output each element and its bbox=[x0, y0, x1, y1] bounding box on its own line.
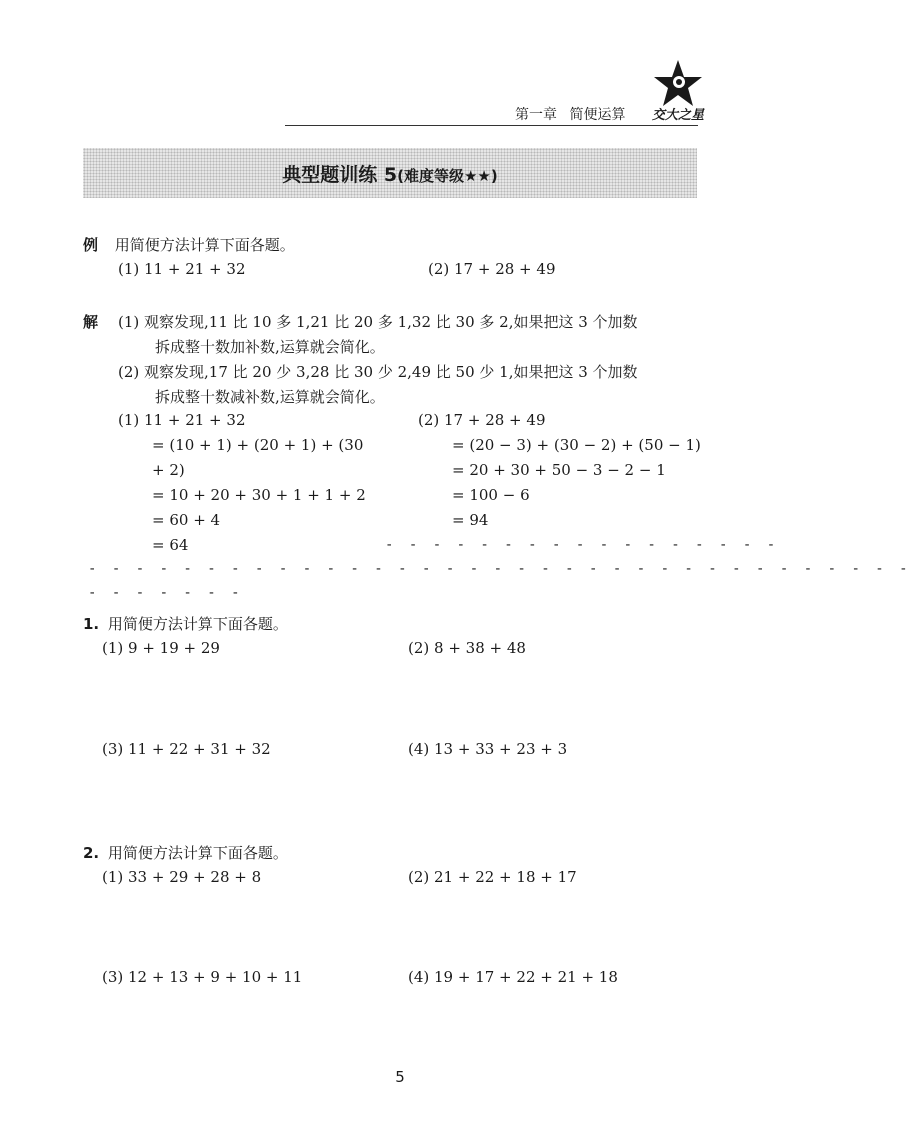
dashed-separator: - - - - - - - bbox=[88, 585, 244, 601]
brand-name: 交大之星 bbox=[652, 108, 705, 123]
page-number: 5 bbox=[395, 1068, 405, 1086]
work-right-line: = 94 bbox=[452, 511, 489, 529]
work-right-line: = 20 + 30 + 50 − 3 − 2 − 1 bbox=[452, 461, 666, 479]
banner-title: 典型题训练 5 bbox=[282, 164, 398, 186]
question-item: (3) 12 + 13 + 9 + 10 + 11 bbox=[102, 968, 303, 986]
work-left-line: = (10 + 1) + (20 + 1) + (30 bbox=[152, 436, 364, 454]
work-left-line: = 60 + 4 bbox=[152, 511, 221, 529]
question-1-prompt-row bbox=[83, 613, 288, 634]
work-left-line: + 2) bbox=[152, 461, 185, 479]
chapter-label: 第一章 bbox=[515, 107, 557, 123]
work-left-line: = 10 + 20 + 30 + 1 + 1 + 2 bbox=[152, 486, 366, 504]
solution-explanation-line: 拆成整十数加补数,运算就会简化。 bbox=[155, 338, 385, 356]
question-item: (2) 8 + 38 + 48 bbox=[408, 639, 526, 657]
question-item: (4) 13 + 33 + 23 + 3 bbox=[408, 740, 568, 758]
star-logo-icon bbox=[652, 58, 704, 110]
chapter-header bbox=[515, 104, 633, 124]
question-number: 1. bbox=[83, 615, 100, 633]
question-item: (4) 19 + 17 + 22 + 21 + 18 bbox=[408, 968, 618, 986]
work-right-line: (2) 17 + 28 + 49 bbox=[418, 411, 546, 429]
question-number: 2. bbox=[83, 844, 100, 862]
example-item-2: (2) 17 + 28 + 49 bbox=[428, 260, 556, 278]
example-marker: 例 bbox=[83, 236, 99, 254]
question-item: (1) 33 + 29 + 28 + 8 bbox=[102, 868, 262, 886]
question-item: (3) 11 + 22 + 31 + 32 bbox=[102, 740, 271, 758]
question-2-prompt-row bbox=[83, 842, 288, 863]
difficulty-label: (难度等级★★) bbox=[397, 167, 498, 185]
example-prompt: 用简便方法计算下面各题。 bbox=[114, 236, 295, 254]
work-left-line: = 64 bbox=[152, 536, 189, 554]
work-left-line: (1) 11 + 21 + 32 bbox=[118, 411, 246, 429]
solution-marker: 解 bbox=[83, 313, 99, 331]
dashed-separator: - - - - - - - - - - - - - - - - - - - - - - - - - - - - - - - - - - - bbox=[88, 561, 911, 577]
banner-title-row bbox=[83, 160, 697, 187]
question-item: (1) 9 + 19 + 29 bbox=[102, 639, 220, 657]
solution-explanation-line: 拆成整十数减补数,运算就会简化。 bbox=[155, 388, 385, 406]
question-item: (2) 21 + 22 + 18 + 17 bbox=[408, 868, 577, 886]
example-prompt-row bbox=[83, 234, 295, 255]
work-right-line: = 100 − 6 bbox=[452, 486, 530, 504]
section-banner bbox=[83, 148, 697, 198]
example-item-1: (1) 11 + 21 + 32 bbox=[118, 260, 246, 278]
dashed-separator: - - - - - - - - - - - - - - - - - bbox=[385, 537, 779, 553]
solution-explanation-line: (1) 观察发现,11 比 10 多 1,21 比 20 多 1,32 比 30 多 2,如果把这 3 个加数 bbox=[118, 313, 638, 331]
header-rule bbox=[285, 125, 698, 126]
solution-explanation-line: (2) 观察发现,17 比 20 少 3,28 比 30 少 2,49 比 50 少 1,如果把这 3 个加数 bbox=[118, 363, 638, 381]
work-right-line: = (20 − 3) + (30 − 2) + (50 − 1) bbox=[452, 436, 701, 454]
question-prompt: 用简便方法计算下面各题。 bbox=[107, 615, 288, 633]
section-label: 简便运算 bbox=[569, 107, 626, 123]
question-prompt: 用简便方法计算下面各题。 bbox=[107, 844, 288, 862]
